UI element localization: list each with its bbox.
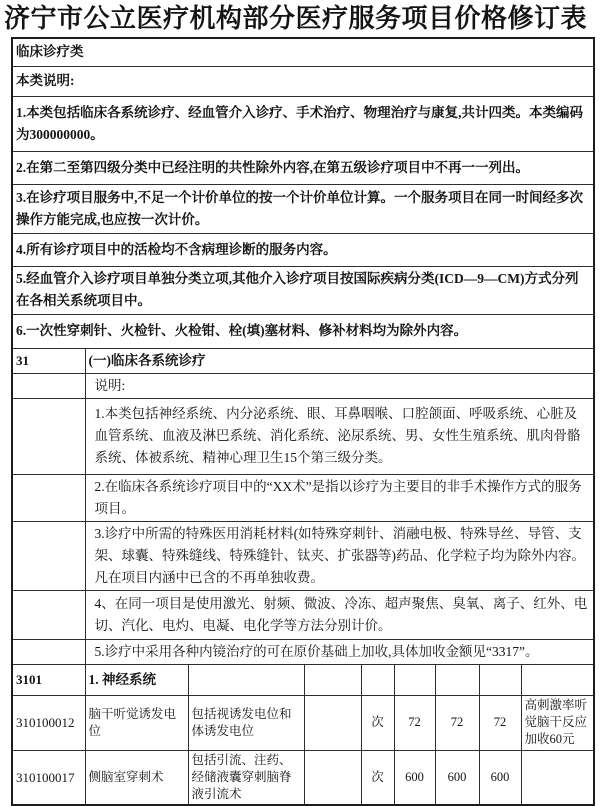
general-note-6: 6.一次性穿刺针、火检针、火检钳、栓(填)塞材料、修补材料均为除外内容。 [12,314,594,348]
subsection-code: 3101 [12,664,85,695]
empty-cell [479,664,521,695]
category-note-label-row [12,66,594,96]
section-name: (一)临床各系统诊疗 [85,348,594,373]
general-note-5: 5.经血管介入诊疗项目单独分类立项,其他介入诊疗项目按国际疾病分类(ICD—9—CM)方式分列在各相关系统项目中。 [12,266,594,314]
document-page [0,3,600,799]
general-note-row [12,151,594,184]
item-row [12,750,594,805]
category-header-row [12,38,594,66]
general-note-row [12,266,594,314]
empty-cell [394,664,435,695]
empty-cell [304,750,361,805]
general-note-row [12,96,594,151]
section-note-2: 2.在临床各系统诊疗项目中的“XX术”是指以诊疗为主要目的非手术操作方式的服务项目。 [85,474,594,521]
item-code: 310100012 [12,695,85,750]
item-price-1: 600 [394,750,435,805]
section-note-row [12,639,594,664]
section-note-row [12,398,594,474]
category-note-label: 本类说明: [12,66,594,96]
item-code: 310100017 [12,750,85,805]
empty-cell [12,398,85,474]
empty-cell [12,590,85,639]
section-note-5: 5.诊疗中采用各种内镜治疗的可在原价基础上加收,具体加收金额见“3317”。 [85,639,594,664]
empty-cell [188,664,304,695]
item-price-2: 600 [435,750,479,805]
section-note-row [12,521,594,590]
empty-cell [435,664,479,695]
general-note-row [12,233,594,266]
item-unit: 次 [361,750,394,805]
empty-cell [12,474,85,521]
page-title: 济宁市公立医疗机构部分医疗服务项目价格修订表 [4,3,588,33]
item-row [12,695,594,750]
section-note-label: 说明: [85,373,594,398]
item-price-1: 72 [394,695,435,750]
item-name: 侧脑室穿刺术 [85,750,188,805]
item-price-3: 600 [479,750,521,805]
subsection-name: 1. 神经系统 [85,664,188,695]
empty-cell [12,521,85,590]
item-name: 脑干听觉诱发电位 [85,695,188,750]
general-note-row [12,314,594,348]
general-note-row [12,184,594,233]
section-note-row [12,474,594,521]
general-note-2: 2.在第二至第四级分类中已经注明的共性除外内容,在第五级诊疗项目中不再一一列出。 [12,151,594,184]
empty-cell [12,373,85,398]
item-note [521,750,594,805]
empty-cell [361,664,394,695]
empty-cell [304,695,361,750]
general-note-3: 3.在诊疗项目服务中,不足一个计价单位的按一个计价单位计算。一个服务项目在同一时间经多次操作方能完成,也应按一次计价。 [12,184,594,233]
subsection-header-row [12,664,594,695]
section-code: 31 [12,348,85,373]
item-description: 包括视诱发电位和体诱发电位 [188,695,304,750]
item-unit: 次 [361,695,394,750]
empty-cell [521,664,594,695]
section-note-row [12,590,594,639]
section-note-1: 1.本类包括神经系统、内分泌系统、眼、耳鼻咽喉、口腔颌面、呼吸系统、心脏及血管系统、血液及淋巴系统、消化系统、泌尿系统、男、女性生殖系统、肌肉骨骼系统、体被系统、精神心理卫生15个第三级分类。 [85,398,594,474]
price-table [11,37,595,806]
general-note-4: 4.所有诊疗项目中的活检均不含病理诊断的服务内容。 [12,233,594,266]
section-header-row [12,348,594,373]
item-price-2: 72 [435,695,479,750]
section-note-3: 3.诊疗中所需的特殊医用消耗材料(如特殊穿刺针、消融电极、特殊导丝、导管、支架、球囊、特殊缝线、特殊缝针、钛夹、扩张器等)药品、化学粒子均为除外内容。凡在项目内涵中已含的不再单独收费。 [85,521,594,590]
empty-cell [304,664,361,695]
item-description: 包括引流、注药、经储液囊穿刺脑脊液引流术 [188,750,304,805]
item-price-3: 72 [479,695,521,750]
section-note-4: 4、在同一项目是使用激光、射频、微波、冷冻、超声聚焦、臭氧、离子、红外、电切、汽化、电灼、电凝、电化学等方法分别计价。 [85,590,594,639]
category-header: 临床诊疗类 [12,38,594,66]
general-note-1: 1.本类包括临床各系统诊疗、经血管介入诊疗、手术治疗、物理治疗与康复,共计四类。本类编码为300000000。 [12,96,594,151]
item-note: 高刺激率听觉脑干反应加收60元 [521,695,594,750]
section-note-label-row [12,373,594,398]
empty-cell [12,639,85,664]
